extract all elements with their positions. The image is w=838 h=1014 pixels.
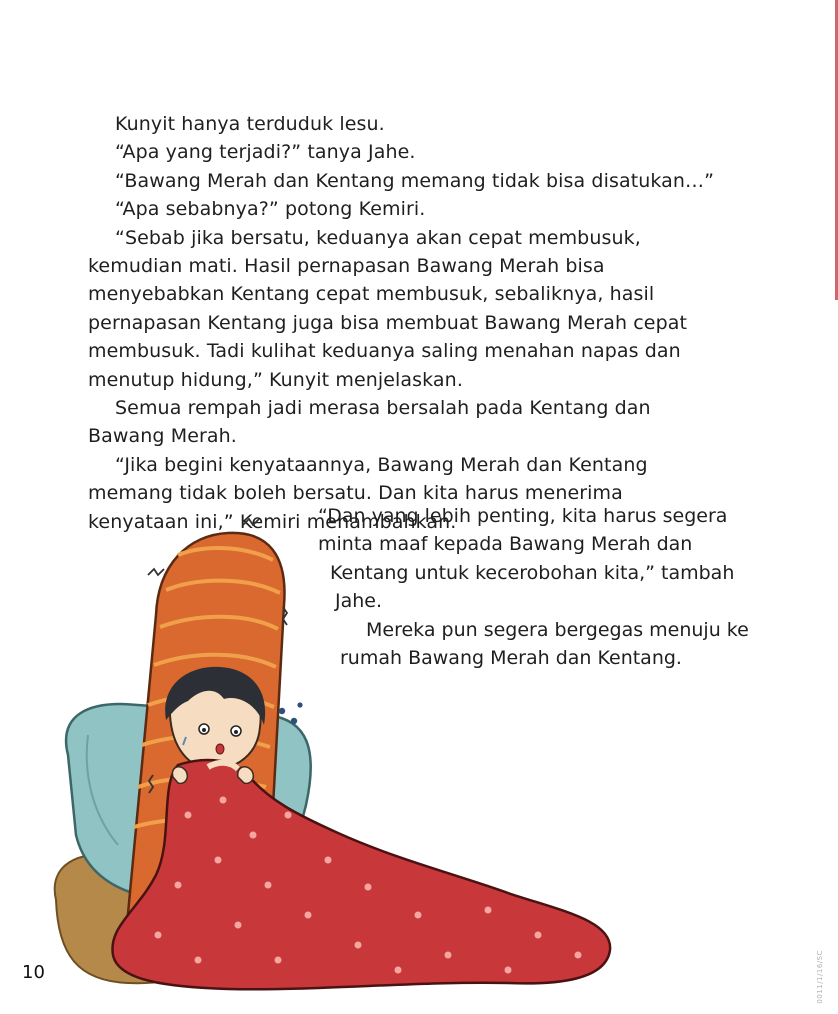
paragraph: Semua rempah jadi merasa bersalah pada Kentang dan Bawang Merah. xyxy=(88,397,651,448)
text-line: “Dan yang lebih penting, kita harus segera xyxy=(318,505,728,527)
print-code: 0011/1/16/SC xyxy=(816,950,824,1004)
text-line: Jahe. xyxy=(335,590,383,613)
text-line: Kentang untuk kecerobohan kita,” tambah xyxy=(330,561,735,584)
text-line: minta maaf kepada Bawang Merah dan xyxy=(318,533,693,556)
paragraph: “Apa yang terjadi?” tanya Jahe. xyxy=(115,141,416,164)
story-text xyxy=(88,110,728,536)
page-number: 10 xyxy=(22,962,45,983)
paragraph: “Apa sebabnya?” potong Kemiri. xyxy=(115,198,426,221)
kunyit-illustration xyxy=(38,515,628,1000)
text-line: rumah Bawang Merah dan Kentang. xyxy=(340,647,682,670)
paragraph: “Bawang Merah dan Kentang memang tidak bisa disatukan…” xyxy=(115,169,715,192)
text-line: Mereka pun segera bergegas menuju ke xyxy=(366,618,749,641)
red-blanket xyxy=(112,760,610,989)
paragraph: “Jika begini kenyataannya, Bawang Merah dan Kentang memang tidak boleh bersatu. Dan kita harus menerima kenyataan ini,” Kemiri menambahkan. xyxy=(88,453,648,533)
paragraph: Kunyit hanya terduduk lesu. xyxy=(115,113,385,135)
paragraph: “Sebab jika bersatu, keduanya akan cepat membusuk, kemudian mati. Hasil pernapasan Bawang Merah bisa menyebabkan Kentang cepat membusuk, sebaliknya, hasil pernapasan Kentang juga bisa membuat Bawang Merah cepat membusuk. Tadi kulihat keduanya saling menahan napas dan menutup hidung,” Kunyit menjelaskan. xyxy=(88,226,688,391)
